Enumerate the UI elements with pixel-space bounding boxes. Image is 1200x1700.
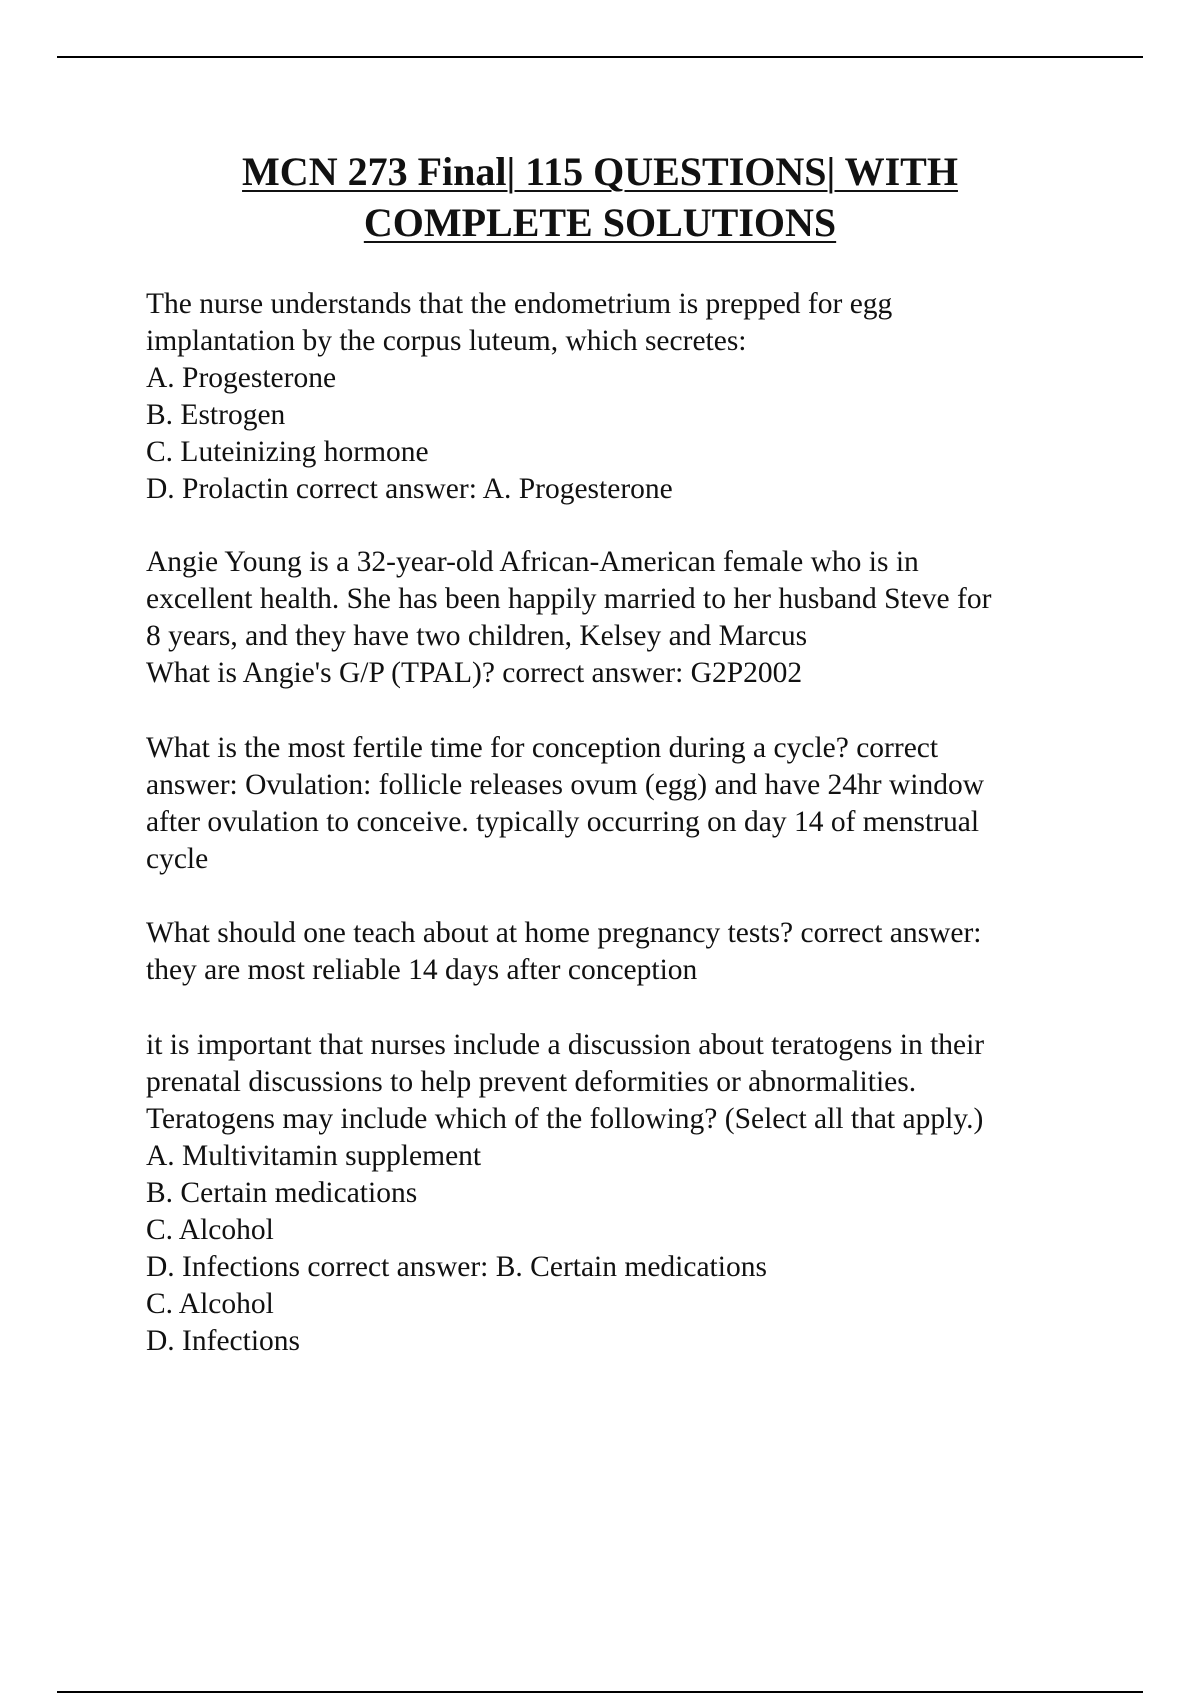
question-line: Teratogens may include which of the following? (Select all that apply.)	[146, 1103, 984, 1135]
answer-line: after ovulation to conceive. typically occurring on day 14 of menstrual	[146, 806, 980, 838]
answer-line: they are most reliable 14 days after conception	[146, 954, 698, 986]
top-rule	[57, 56, 1143, 58]
question-3	[146, 730, 1086, 878]
question-line: excellent health. She has been happily married to her husband Steve for	[146, 583, 992, 615]
option-line: B. Certain medications	[146, 1177, 418, 1209]
document-title	[0, 146, 1200, 248]
answer-line: C. Alcohol	[146, 1288, 274, 1320]
question-list	[146, 286, 1086, 1360]
option-line: B. Estrogen	[146, 399, 286, 431]
option-line: A. Multivitamin supplement	[146, 1140, 482, 1172]
answer-line: answer: Ovulation: follicle releases ovum (egg) and have 24hr window	[146, 769, 985, 801]
option-line: C. Alcohol	[146, 1214, 274, 1246]
answer-line: What is Angie's G/P (TPAL)? correct answer: G2P2002	[146, 657, 803, 689]
question-4	[146, 915, 1086, 989]
title-line: COMPLETE SOLUTIONS	[363, 200, 837, 245]
option-line: C. Luteinizing hormone	[146, 436, 429, 468]
question-line: Angie Young is a 32-year-old African-American female who is in	[146, 546, 919, 578]
question-line: it is important that nurses include a discussion about teratogens in their	[146, 1029, 985, 1061]
question-line: What should one teach about at home pregnancy tests? correct answer:	[146, 917, 982, 949]
question-5	[146, 1027, 1086, 1360]
question-1	[146, 286, 1086, 508]
answer-line: D. Prolactin correct answer: A. Progesterone	[146, 473, 673, 505]
answer-line: D. Infections	[146, 1325, 301, 1357]
question-line: 8 years, and they have two children, Kelsey and Marcus	[146, 620, 808, 652]
question-line: What is the most fertile time for conception during a cycle? correct	[146, 732, 939, 764]
option-line: A. Progesterone	[146, 362, 337, 394]
answer-line: cycle	[146, 843, 209, 875]
question-2	[146, 544, 1086, 692]
answer-line: D. Infections correct answer: B. Certain medications	[146, 1251, 767, 1283]
title-line: MCN 273 Final| 115 QUESTIONS| WITH	[242, 149, 958, 194]
question-line: implantation by the corpus luteum, which secretes:	[146, 325, 747, 357]
question-line: The nurse understands that the endometrium is prepped for egg	[146, 288, 893, 320]
question-line: prenatal discussions to help prevent deformities or abnormalities.	[146, 1066, 917, 1098]
bottom-rule	[57, 1691, 1143, 1693]
